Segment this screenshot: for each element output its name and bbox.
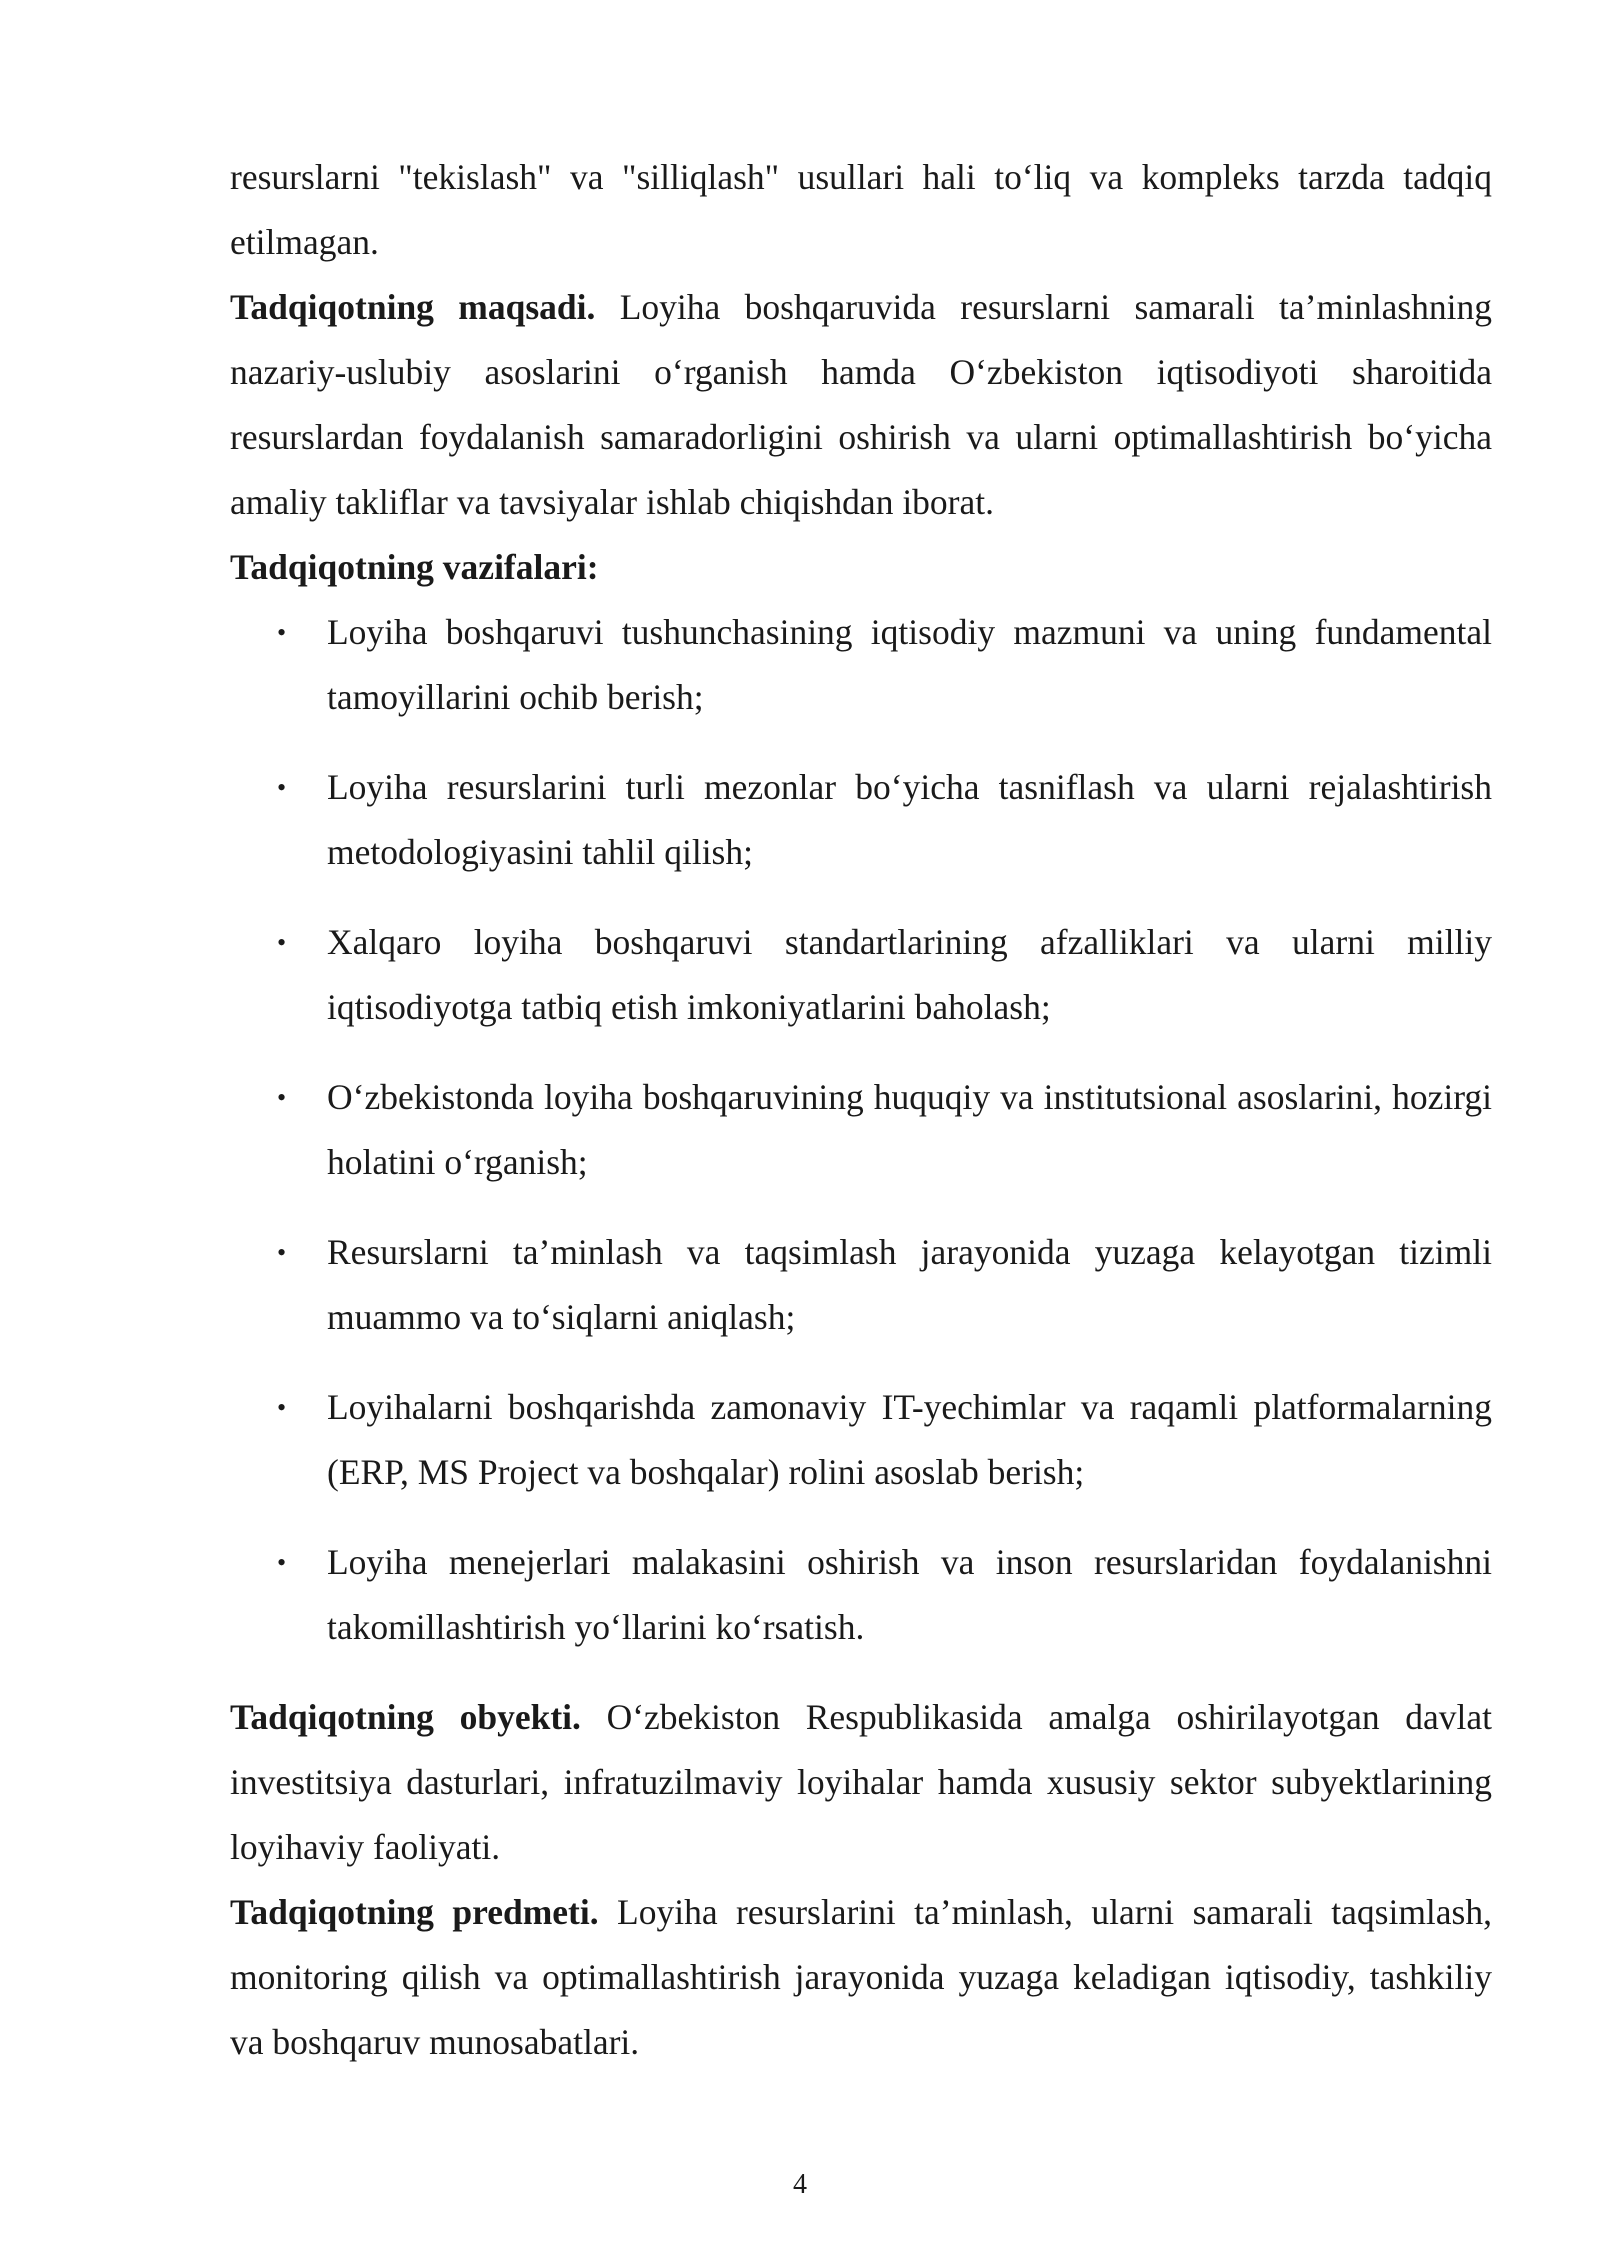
bullet-icon: • [277, 1393, 287, 1422]
bullet-icon: • [277, 1238, 287, 1267]
goal-paragraph [230, 275, 1492, 535]
list-item [230, 1530, 1492, 1660]
list-item-text: Loyiha resurslarini turli mezonlar bo‘yicha tasniflash va ularni rejalashtirish metodologiyasini tahlil qilish; [327, 767, 1492, 872]
tasks-heading-paragraph [230, 535, 1492, 600]
list-item-text: Loyiha boshqaruvi tushunchasining iqtisodiy mazmuni va uning fundamental tamoyillarini ochib berish; [327, 612, 1492, 717]
list-item-text: O‘zbekistonda loyiha boshqaruvining huquqiy va institutsional asoslarini, hozirgi holatini o‘rganish; [327, 1077, 1492, 1182]
object-paragraph [230, 1685, 1492, 1880]
list-item [230, 1375, 1492, 1505]
list-item [230, 1065, 1492, 1195]
page-number: 4 [793, 2169, 807, 2200]
subject-heading: Tadqiqotning predmeti. [230, 1892, 599, 1932]
bullet-icon: • [277, 618, 287, 647]
subject-paragraph [230, 1880, 1492, 2075]
object-heading: Tadqiqotning obyekti. [230, 1697, 581, 1737]
goal-heading: Tadqiqotning maqsadi. [230, 287, 596, 327]
bullet-icon: • [277, 1548, 287, 1577]
list-item-text: Loyihalarni boshqarishda zamonaviy IT-yechimlar va raqamli platformalarning (ERP, MS Project va boshqalar) rolini asoslab berish; [327, 1387, 1492, 1492]
bullet-icon: • [277, 1083, 287, 1112]
list-item [230, 910, 1492, 1040]
list-item-text: Resurslarni ta’minlash va taqsimlash jarayonida yuzaga kelayotgan tizimli muammo va to‘siqlarni aniqlash; [327, 1232, 1492, 1337]
list-item-text: Loyiha menejerlari malakasini oshirish va inson resurslaridan foydalanishni takomillashtirish yo‘llarini ko‘rsatish. [327, 1542, 1492, 1647]
subject-text: Loyiha resurslarini ta’minlash, ularni samarali taqsimlash, monitoring qilish va optimallashtirish jarayonida yuzaga keladigan iqtisodiy, tashkiliy va boshqaruv munosabatlari. [230, 1892, 1492, 2062]
document-page [230, 145, 1492, 2075]
tasks-heading: Tadqiqotning vazifalari: [230, 547, 599, 587]
list-item [230, 1220, 1492, 1350]
list-item [230, 600, 1492, 730]
object-text: O‘zbekiston Respublikasida amalga oshirilayotgan davlat investitsiya dasturlari, infratuzilmaviy loyihalar hamda xususiy sektor subyektlarining loyihaviy faoliyati. [230, 1697, 1492, 1867]
list-item [230, 755, 1492, 885]
tasks-list [230, 600, 1492, 1660]
intro-paragraph: resurslarni "tekislash" va "silliqlash" usullari hali to‘liq va kompleks tarzda tadqiq etilmagan. [230, 157, 1492, 262]
goal-text: Loyiha boshqaruvida resurslarni samarali ta’minlashning nazariy-uslubiy asoslarini o‘rganish hamda O‘zbekiston iqtisodiyoti sharoitida resurslardan foydalanish samaradorligini oshirish va ularni optimallashtirish bo‘yicha amaliy takliflar va tavsiyalar ishlab chiqishdan iborat. [230, 287, 1493, 522]
bullet-icon: • [277, 928, 287, 957]
list-item-text: Xalqaro loyiha boshqaruvi standartlarining afzalliklari va ularni milliy iqtisodiyotga tatbiq etish imkoniyatlarini baholash; [327, 922, 1492, 1027]
bullet-icon: • [277, 773, 287, 802]
